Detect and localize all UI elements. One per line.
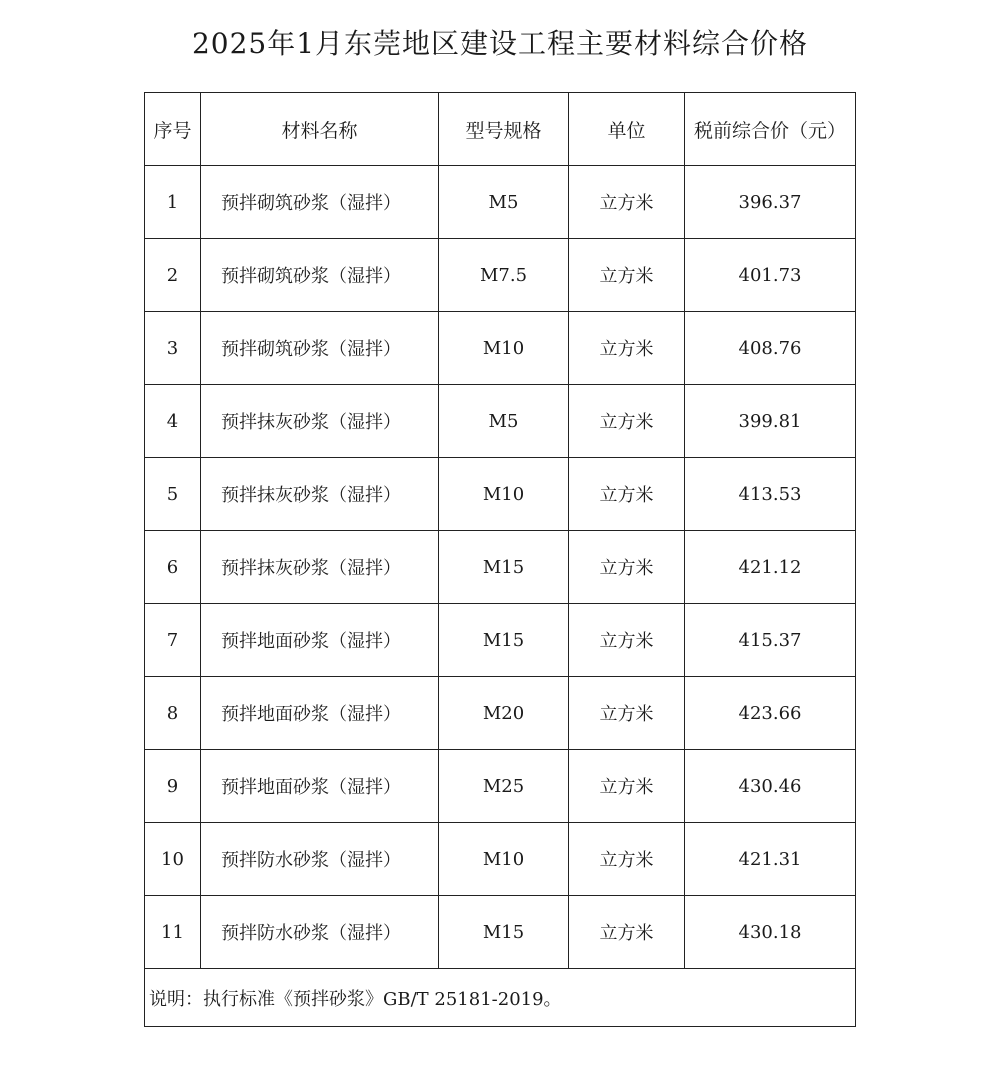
table-row (145, 458, 856, 531)
cell-price: 430.18 (685, 896, 856, 969)
header-unit: 单位 (569, 93, 685, 166)
header-index: 序号 (145, 93, 201, 166)
cell-index: 5 (145, 458, 201, 531)
cell-name: 预拌防水砂浆（湿拌） (201, 823, 439, 896)
cell-unit: 立方米 (569, 312, 685, 385)
header-name: 材料名称 (201, 93, 439, 166)
table-body (145, 166, 856, 1027)
price-table (144, 92, 856, 1027)
cell-spec: M15 (439, 896, 569, 969)
cell-price: 421.31 (685, 823, 856, 896)
cell-index: 11 (145, 896, 201, 969)
document-title: 2025年1月东莞地区建设工程主要材料综合价格 (191, 27, 809, 60)
cell-spec: M10 (439, 823, 569, 896)
note-row (145, 969, 856, 1027)
table-row (145, 677, 856, 750)
cell-price: 415.37 (685, 604, 856, 677)
cell-unit: 立方米 (569, 823, 685, 896)
cell-price: 430.46 (685, 750, 856, 823)
table-row (145, 239, 856, 312)
cell-spec: M5 (439, 166, 569, 239)
cell-unit: 立方米 (569, 896, 685, 969)
cell-index: 9 (145, 750, 201, 823)
cell-price: 399.81 (685, 385, 856, 458)
cell-index: 1 (145, 166, 201, 239)
cell-price: 401.73 (685, 239, 856, 312)
cell-price: 396.37 (685, 166, 856, 239)
cell-spec: M15 (439, 531, 569, 604)
cell-unit: 立方米 (569, 239, 685, 312)
cell-unit: 立方米 (569, 677, 685, 750)
cell-name: 预拌抹灰砂浆（湿拌） (201, 531, 439, 604)
cell-spec: M10 (439, 458, 569, 531)
cell-unit: 立方米 (569, 385, 685, 458)
cell-name: 预拌地面砂浆（湿拌） (201, 604, 439, 677)
table-row (145, 896, 856, 969)
table-row (145, 604, 856, 677)
cell-unit: 立方米 (569, 531, 685, 604)
cell-index: 2 (145, 239, 201, 312)
cell-spec: M10 (439, 312, 569, 385)
cell-unit: 立方米 (569, 750, 685, 823)
cell-price: 423.66 (685, 677, 856, 750)
cell-unit: 立方米 (569, 458, 685, 531)
cell-index: 4 (145, 385, 201, 458)
header-price: 税前综合价（元） (685, 93, 856, 166)
cell-price: 408.76 (685, 312, 856, 385)
cell-name: 预拌抹灰砂浆（湿拌） (201, 458, 439, 531)
cell-spec: M5 (439, 385, 569, 458)
table-header-row (145, 93, 856, 166)
table-row (145, 750, 856, 823)
cell-unit: 立方米 (569, 604, 685, 677)
cell-price: 421.12 (685, 531, 856, 604)
cell-name: 预拌地面砂浆（湿拌） (201, 677, 439, 750)
cell-price: 413.53 (685, 458, 856, 531)
cell-name: 预拌砌筑砂浆（湿拌） (201, 166, 439, 239)
cell-spec: M20 (439, 677, 569, 750)
table-row (145, 385, 856, 458)
cell-index: 6 (145, 531, 201, 604)
cell-index: 10 (145, 823, 201, 896)
cell-index: 3 (145, 312, 201, 385)
cell-name: 预拌防水砂浆（湿拌） (201, 896, 439, 969)
cell-index: 8 (145, 677, 201, 750)
cell-name: 预拌砌筑砂浆（湿拌） (201, 239, 439, 312)
cell-name: 预拌地面砂浆（湿拌） (201, 750, 439, 823)
table-row (145, 166, 856, 239)
cell-spec: M7.5 (439, 239, 569, 312)
table-note: 说明：执行标准《预拌砂浆》GB/T 25181-2019。 (145, 969, 856, 1027)
cell-unit: 立方米 (569, 166, 685, 239)
cell-name: 预拌砌筑砂浆（湿拌） (201, 312, 439, 385)
table-row (145, 312, 856, 385)
header-spec: 型号规格 (439, 93, 569, 166)
cell-name: 预拌抹灰砂浆（湿拌） (201, 385, 439, 458)
table-row (145, 823, 856, 896)
cell-spec: M25 (439, 750, 569, 823)
cell-index: 7 (145, 604, 201, 677)
cell-spec: M15 (439, 604, 569, 677)
table-row (145, 531, 856, 604)
